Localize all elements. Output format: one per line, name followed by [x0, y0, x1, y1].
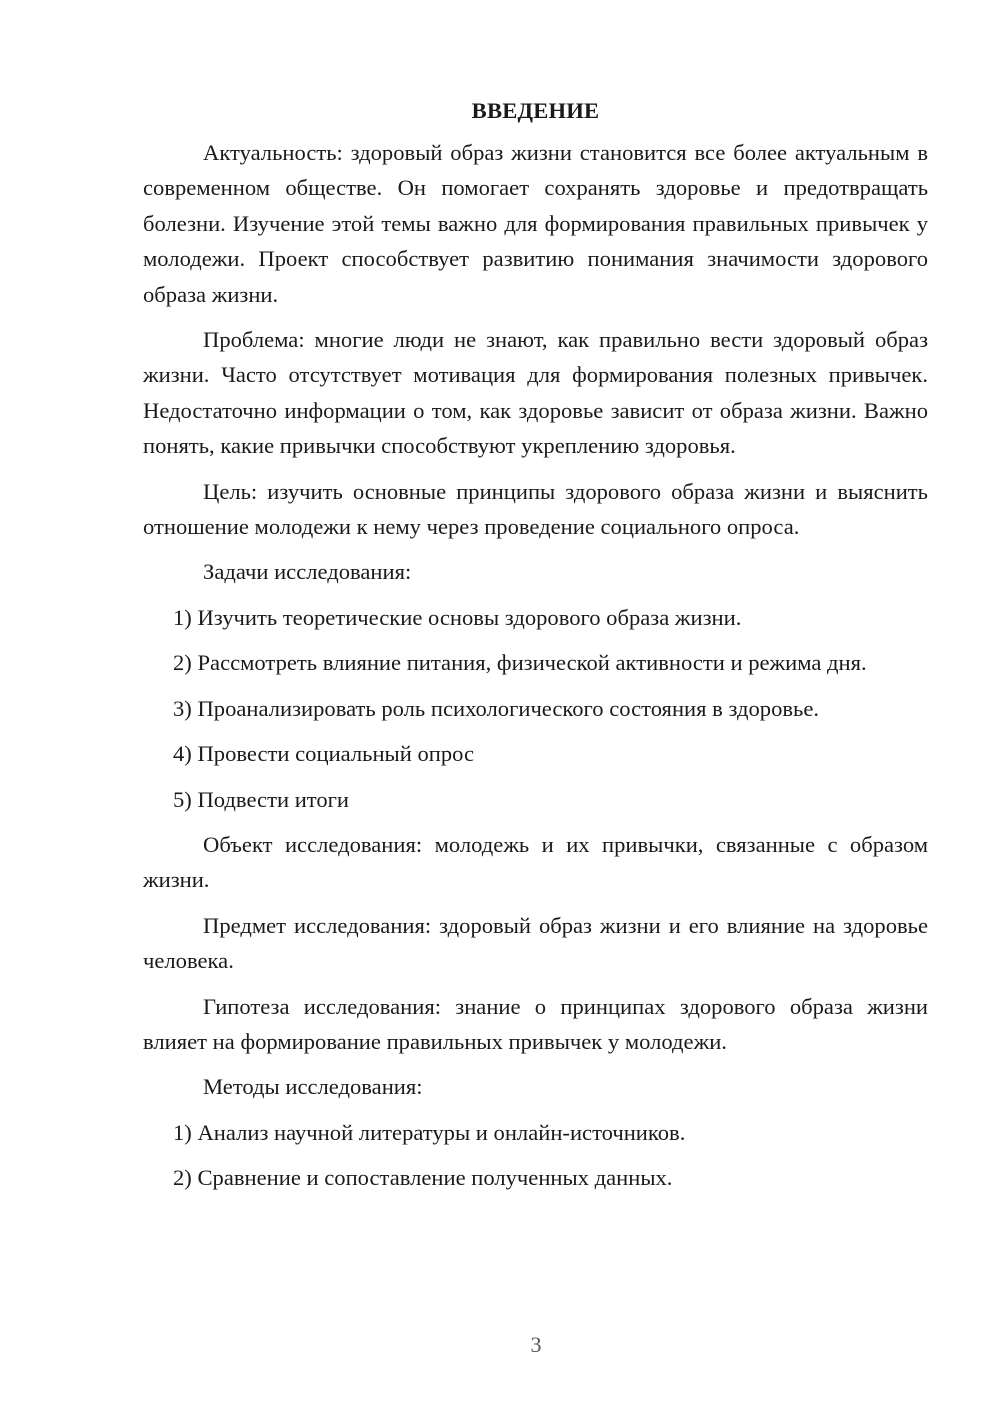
method-item-1: 1) Анализ научной литературы и онлайн-источников. — [173, 1119, 686, 1145]
task-item-2: 2) Рассмотреть влияние питания, физической активности и режима дня. — [173, 650, 867, 676]
paragraph-relevance: Актуальность: здоровый образ жизни становится все более актуальным в современном обществе. Он помогает сохранять здоровье и предотвращать болезни. Изучение этой темы важно для формирования правильных привычек у молодежи. Проект способствует развитию понимания значимости здорового образа жизни. — [143, 140, 928, 307]
task-item-5: 5) Подвести итоги — [173, 786, 350, 812]
task-item-1: 1) Изучить теоретические основы здорового образа жизни. — [173, 604, 742, 630]
method-item-2: 2) Сравнение и сопоставление полученных данных. — [173, 1165, 673, 1191]
methods-heading: Методы исследования: — [203, 1074, 423, 1100]
paragraph-subject: Предмет исследования: здоровый образ жизни и его влияние на здоровье человека. — [143, 912, 928, 974]
paragraph-goal: Цель: изучить основные принципы здорового образа жизни и выяснить отношение молодежи к нему через проведение социального опроса. — [143, 478, 928, 540]
page-number: 3 — [530, 1332, 542, 1357]
task-item-4: 4) Провести социальный опрос — [173, 741, 475, 767]
task-item-3: 3) Проанализировать роль психологического состояния в здоровье. — [173, 695, 820, 721]
paragraph-object: Объект исследования: молодежь и их привычки, связанные с образом жизни. — [143, 831, 928, 893]
page-content — [143, 95, 928, 1206]
tasks-heading: Задачи исследования: — [203, 559, 412, 585]
paragraph-hypothesis: Гипотеза исследования: знание о принципах здорового образа жизни влияет на формирование правильных привычек у молодежи. — [143, 993, 928, 1054]
section-title: ВВЕДЕНИЕ — [471, 98, 600, 123]
paragraph-problem: Проблема: многие люди не знают, как правильно вести здоровый образ жизни. Часто отсутствует мотивация для формирования полезных привычек. Недостаточно информации о том, как здоровье зависит от образа жизни. Важно понять, какие привычки способствуют укреплению здоровья. — [143, 327, 928, 459]
